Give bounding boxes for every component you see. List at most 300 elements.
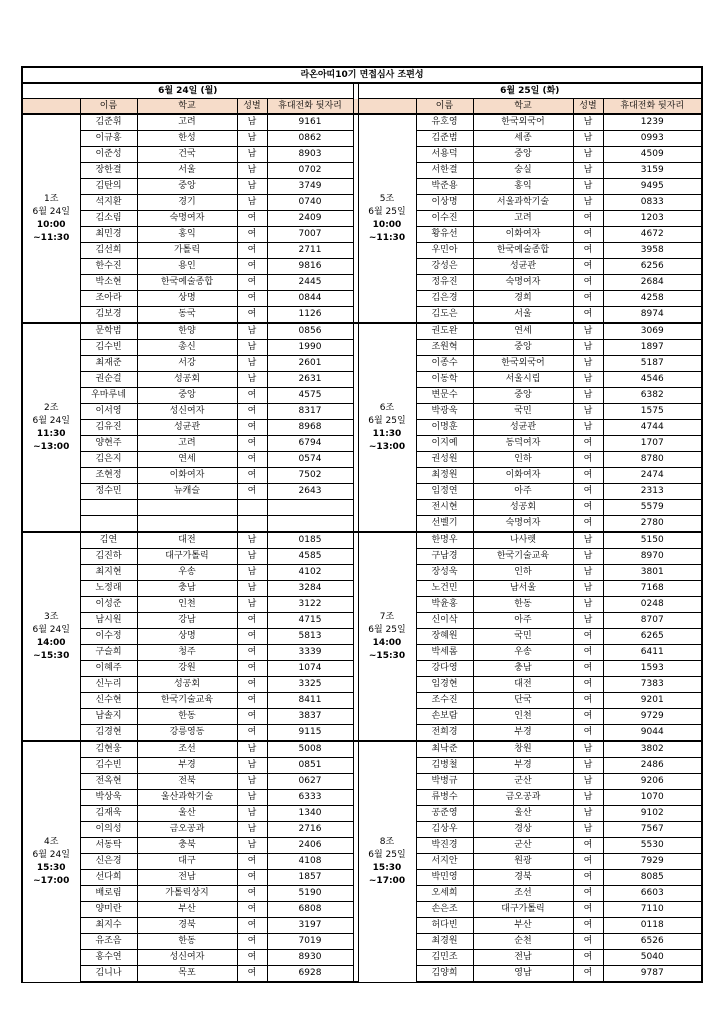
- group-name: 5조: [379, 193, 395, 204]
- cell-phone: 4258: [603, 291, 702, 307]
- cell-name: 김선희: [80, 243, 137, 259]
- cell-gender: 여: [237, 934, 267, 950]
- column-separator: [353, 147, 358, 163]
- cell-phone: 8411: [267, 693, 353, 709]
- cell-school: 강원: [137, 661, 237, 677]
- cell-phone: 6794: [267, 436, 353, 452]
- group-name: 3조: [44, 611, 59, 622]
- cell-phone: 4102: [267, 565, 353, 581]
- cell-school: 경상: [473, 822, 573, 838]
- cell-name: 최경원: [416, 934, 473, 950]
- cell-name: 김소림: [80, 211, 137, 227]
- cell-gender: 여: [237, 661, 267, 677]
- cell-school: 한국기술교육: [473, 549, 573, 565]
- cell-gender: 남: [573, 774, 603, 790]
- cell-phone: 5187: [603, 356, 702, 372]
- left-group-label: [22, 323, 80, 532]
- cell-name: 박광욱: [416, 404, 473, 420]
- column-separator: [353, 790, 358, 806]
- column-separator: [353, 774, 358, 790]
- cell-name: 조원혁: [416, 340, 473, 356]
- cell-name: 오세희: [416, 886, 473, 902]
- cell-name: 강성은: [416, 259, 473, 275]
- cell-gender: 남: [573, 388, 603, 404]
- cell-gender: 여: [237, 966, 267, 983]
- cell-gender: 남: [237, 806, 267, 822]
- cell-gender: 남: [573, 179, 603, 195]
- cell-phone: 5040: [603, 950, 702, 966]
- cell-gender: 여: [237, 275, 267, 291]
- column-separator: [353, 806, 358, 822]
- cell-gender: 남: [237, 838, 267, 854]
- cell-school: 인천: [137, 597, 237, 613]
- col-header-phone: 휴대전화 뒷자리: [603, 99, 702, 115]
- cell-name: 김상우: [416, 822, 473, 838]
- cell-name: 김재욱: [80, 806, 137, 822]
- cell-gender: 여: [237, 918, 267, 934]
- cell-school: 한동: [137, 709, 237, 725]
- cell-gender: 여: [237, 436, 267, 452]
- col-header-phone: 휴대전화 뒷자리: [267, 99, 353, 115]
- cell-name: 정유진: [416, 275, 473, 291]
- cell-phone: 0627: [267, 774, 353, 790]
- group-start: 15:30: [36, 862, 66, 873]
- cell-phone: 8085: [603, 870, 702, 886]
- cell-phone: 2643: [267, 484, 353, 500]
- cell-name: 황유선: [416, 227, 473, 243]
- cell-gender: 여: [573, 950, 603, 966]
- column-separator: [353, 420, 358, 436]
- cell-phone: 1857: [267, 870, 353, 886]
- cell-name: 장혜원: [416, 629, 473, 645]
- cell-school: 성공회: [473, 500, 573, 516]
- cell-phone: 3749: [267, 179, 353, 195]
- cell-phone: 5190: [267, 886, 353, 902]
- cell-school: 부경: [137, 758, 237, 774]
- cell-school: 한국예술종합: [473, 243, 573, 259]
- cell-gender: 여: [573, 709, 603, 725]
- cell-name: 남시원: [80, 613, 137, 629]
- cell-gender: 남: [573, 372, 603, 388]
- cell-school: 한국기술교육: [137, 693, 237, 709]
- cell-name: 신이삭: [416, 613, 473, 629]
- column-separator: [353, 372, 358, 388]
- cell-gender: 여: [237, 468, 267, 484]
- cell-gender: 여: [237, 484, 267, 500]
- cell-phone: 5008: [267, 741, 353, 758]
- column-separator: [353, 356, 358, 372]
- cell-gender: 여: [237, 886, 267, 902]
- cell-school: 경북: [473, 870, 573, 886]
- cell-school: 한양: [137, 323, 237, 340]
- cell-gender: 남: [573, 581, 603, 597]
- cell-name: 이규홍: [80, 131, 137, 147]
- cell-school: 서울과학기술: [473, 195, 573, 211]
- group-end: ~15:30: [368, 650, 406, 661]
- column-separator: [353, 597, 358, 613]
- cell-school: 홍익: [473, 179, 573, 195]
- cell-gender: 여: [237, 613, 267, 629]
- cell-school: 성신여자: [137, 950, 237, 966]
- cell-phone: 0740: [267, 195, 353, 211]
- cell-gender: 여: [237, 677, 267, 693]
- cell-phone: 0118: [603, 918, 702, 934]
- column-separator: [353, 179, 358, 195]
- column-separator: [353, 822, 358, 838]
- cell-name: 박윤홍: [416, 597, 473, 613]
- cell-phone: 3325: [267, 677, 353, 693]
- group-date: 6월 25일: [368, 849, 406, 860]
- cell-gender: 남: [237, 549, 267, 565]
- group-start: 14:00: [36, 637, 66, 648]
- cell-school: 홍익: [137, 227, 237, 243]
- cell-phone: 7929: [603, 854, 702, 870]
- group-end: ~17:00: [33, 875, 70, 886]
- cell-gender: 여: [573, 452, 603, 468]
- cell-gender: 남: [237, 163, 267, 179]
- col-header-name: 이름: [80, 99, 137, 115]
- cell-name: 김유진: [80, 420, 137, 436]
- left-group-label: [22, 532, 80, 741]
- cell-gender: 남: [237, 323, 267, 340]
- cell-name: 양현주: [80, 436, 137, 452]
- cell-phone: 4585: [267, 549, 353, 565]
- cell-gender: 여: [237, 870, 267, 886]
- cell-school: 성균관: [473, 420, 573, 436]
- cell-phone: 0851: [267, 758, 353, 774]
- right-group-label: [358, 323, 416, 532]
- cell-gender: 여: [573, 886, 603, 902]
- cell-gender: 여: [573, 902, 603, 918]
- cell-name: 이지예: [416, 436, 473, 452]
- cell-phone: 2486: [603, 758, 702, 774]
- cell-gender: 남: [237, 774, 267, 790]
- cell-school: 인하: [473, 565, 573, 581]
- group-start: 10:00: [36, 219, 66, 230]
- group-end: ~13:00: [33, 441, 70, 452]
- column-separator: [353, 195, 358, 211]
- cell-gender: 남: [237, 356, 267, 372]
- column-separator: [353, 886, 358, 902]
- cell-phone: 8968: [267, 420, 353, 436]
- cell-gender: 남: [573, 532, 603, 549]
- cell-name: 김은지: [80, 452, 137, 468]
- cell-name: 구슬희: [80, 645, 137, 661]
- cell-phone: 9102: [603, 806, 702, 822]
- cell-name: 김은경: [416, 291, 473, 307]
- cell-name: 이수정: [80, 629, 137, 645]
- cell-school: 연세: [137, 452, 237, 468]
- cell-gender: 남: [573, 404, 603, 420]
- cell-school: 충북: [137, 838, 237, 854]
- column-separator: [353, 950, 358, 966]
- cell-gender: 여: [237, 388, 267, 404]
- cell-school: 성균관: [137, 420, 237, 436]
- cell-gender: 여: [237, 725, 267, 742]
- cell-name: 허다빈: [416, 918, 473, 934]
- cell-name: 임경현: [416, 677, 473, 693]
- group-start: 14:00: [372, 637, 402, 648]
- cell-school: 연세: [473, 323, 573, 340]
- cell-school: 전남: [137, 870, 237, 886]
- cell-name: 이성준: [80, 597, 137, 613]
- cell-school: 한동: [473, 597, 573, 613]
- cell-name: 전시현: [416, 500, 473, 516]
- cell-school: 한국외국어: [473, 356, 573, 372]
- cell-school: 이화여자: [473, 468, 573, 484]
- cell-name: 신누리: [80, 677, 137, 693]
- table-row: [22, 323, 702, 340]
- column-separator: [353, 549, 358, 565]
- group-end: ~15:30: [33, 650, 70, 661]
- group-name: 4조: [44, 836, 59, 847]
- cell-name: 김경현: [80, 725, 137, 742]
- cell-school: 강남: [137, 613, 237, 629]
- group-date: 6월 24일: [32, 206, 70, 217]
- cell-name: 손은조: [416, 902, 473, 918]
- cell-name: 권성원: [416, 452, 473, 468]
- cell-school: 부산: [137, 902, 237, 918]
- group-name: 2조: [44, 402, 59, 413]
- column-separator: [353, 966, 358, 983]
- cell-name: 장성욱: [416, 565, 473, 581]
- cell-gender: 여: [573, 307, 603, 324]
- cell-school: 가톨릭상지: [137, 886, 237, 902]
- cell-name: 서동탁: [80, 838, 137, 854]
- cell-gender: 여: [237, 645, 267, 661]
- column-separator: [353, 500, 358, 516]
- cell-name: 공준영: [416, 806, 473, 822]
- cell-name: 이준성: [80, 147, 137, 163]
- column-separator: [353, 484, 358, 500]
- column-separator: [353, 838, 358, 854]
- cell-school: 강릉영동: [137, 725, 237, 742]
- cell-gender: [237, 516, 267, 533]
- cell-name: [80, 516, 137, 533]
- cell-name: 김준범: [416, 131, 473, 147]
- group-start: 15:30: [372, 862, 402, 873]
- cell-phone: 4744: [603, 420, 702, 436]
- column-separator: [353, 918, 358, 934]
- cell-name: 전희경: [416, 725, 473, 742]
- group-start: 11:30: [36, 428, 66, 439]
- page-title: 라온아띠10기 면접심사 조편성: [22, 67, 702, 83]
- cell-school: 동국: [137, 307, 237, 324]
- cell-school: 부산: [473, 918, 573, 934]
- cell-gender: 남: [573, 806, 603, 822]
- cell-school: 울산과학기술: [137, 790, 237, 806]
- column-separator: [353, 436, 358, 452]
- cell-phone: 1593: [603, 661, 702, 677]
- cell-school: 한성: [137, 131, 237, 147]
- cell-school: 한국외국어: [473, 114, 573, 131]
- cell-name: 김연: [80, 532, 137, 549]
- cell-gender: 여: [237, 243, 267, 259]
- cell-school: 우송: [137, 565, 237, 581]
- cell-phone: 3122: [267, 597, 353, 613]
- cell-school: 고려: [137, 436, 237, 452]
- group-date: 6월 25일: [368, 624, 406, 635]
- header-spacer: [22, 99, 80, 115]
- cell-school: 한동: [137, 934, 237, 950]
- header-spacer: [358, 99, 416, 115]
- cell-phone: 1239: [603, 114, 702, 131]
- column-separator: [353, 645, 358, 661]
- cell-school: 아주: [473, 613, 573, 629]
- column-separator: [353, 902, 358, 918]
- cell-school: 세종: [473, 131, 573, 147]
- cell-school: 숙명여자: [137, 211, 237, 227]
- cell-gender: 남: [573, 420, 603, 436]
- cell-gender: 남: [237, 147, 267, 163]
- cell-name: 서한결: [416, 163, 473, 179]
- cell-phone: 2313: [603, 484, 702, 500]
- cell-name: 조아라: [80, 291, 137, 307]
- col-header-school: 학교: [473, 99, 573, 115]
- day-header-left: 6월 24일 (월): [22, 83, 353, 99]
- cell-phone: 3197: [267, 918, 353, 934]
- cell-school: 서울: [137, 163, 237, 179]
- cell-name: 최지현: [80, 565, 137, 581]
- cell-name: 신수현: [80, 693, 137, 709]
- cell-phone: 0856: [267, 323, 353, 340]
- cell-gender: 여: [573, 291, 603, 307]
- cell-phone: 4672: [603, 227, 702, 243]
- cell-school: 대구: [137, 854, 237, 870]
- cell-phone: 8317: [267, 404, 353, 420]
- cell-name: 박상욱: [80, 790, 137, 806]
- cell-name: 박세롬: [416, 645, 473, 661]
- cell-gender: 남: [573, 163, 603, 179]
- right-group-label: [358, 532, 416, 741]
- column-separator: [353, 259, 358, 275]
- cell-gender: 여: [237, 211, 267, 227]
- cell-school: 울산: [473, 806, 573, 822]
- cell-school: 성공회: [137, 372, 237, 388]
- cell-phone: 6333: [267, 790, 353, 806]
- cell-school: 대전: [137, 532, 237, 549]
- cell-school: 뉴캐슬: [137, 484, 237, 500]
- cell-name: 유호영: [416, 114, 473, 131]
- cell-gender: 여: [573, 645, 603, 661]
- cell-school: 상명: [137, 629, 237, 645]
- cell-name: 남솔지: [80, 709, 137, 725]
- group-date: 6월 24일: [32, 849, 70, 860]
- cell-name: [80, 500, 137, 516]
- cell-gender: 여: [237, 259, 267, 275]
- group-end: ~11:30: [368, 232, 406, 243]
- cell-school: 인하: [473, 452, 573, 468]
- cell-phone: 6603: [603, 886, 702, 902]
- cell-gender: 여: [573, 966, 603, 983]
- cell-phone: 3837: [267, 709, 353, 725]
- cell-phone: 8707: [603, 613, 702, 629]
- cell-phone: 3069: [603, 323, 702, 340]
- column-separator: [353, 661, 358, 677]
- column-separator: [353, 211, 358, 227]
- cell-gender: 남: [573, 114, 603, 131]
- cell-gender: 여: [237, 291, 267, 307]
- cell-gender: 남: [237, 340, 267, 356]
- group-start: 10:00: [372, 219, 402, 230]
- table-row: [22, 741, 702, 758]
- column-separator: [353, 629, 358, 645]
- cell-school: 중앙: [473, 388, 573, 404]
- cell-phone: 8970: [603, 549, 702, 565]
- cell-gender: 남: [237, 581, 267, 597]
- cell-phone: 0833: [603, 195, 702, 211]
- cell-name: 이종수: [416, 356, 473, 372]
- cell-school: 조선: [137, 741, 237, 758]
- cell-phone: 1575: [603, 404, 702, 420]
- cell-gender: 여: [573, 661, 603, 677]
- cell-school: 성균관: [473, 259, 573, 275]
- cell-name: 노건민: [416, 581, 473, 597]
- group-name: 8조: [379, 836, 395, 847]
- cell-gender: 여: [237, 452, 267, 468]
- cell-gender: 여: [237, 404, 267, 420]
- cell-phone: 0702: [267, 163, 353, 179]
- cell-school: 한국예술종합: [137, 275, 237, 291]
- group-name: 7조: [379, 611, 395, 622]
- cell-phone: 9787: [603, 966, 702, 983]
- cell-phone: 0185: [267, 532, 353, 549]
- cell-school: 군산: [473, 774, 573, 790]
- group-date: 6월 25일: [368, 415, 406, 426]
- cell-gender: 남: [573, 147, 603, 163]
- cell-name: 이의성: [80, 822, 137, 838]
- group-name: 1조: [44, 193, 59, 204]
- cell-name: 우마루네: [80, 388, 137, 404]
- cell-phone: 9495: [603, 179, 702, 195]
- cell-name: 권도완: [416, 323, 473, 340]
- cell-school: 군산: [473, 838, 573, 854]
- cell-school: [137, 500, 237, 516]
- cell-phone: 7567: [603, 822, 702, 838]
- cell-gender: 여: [573, 838, 603, 854]
- cell-school: 용인: [137, 259, 237, 275]
- cell-phone: 2716: [267, 822, 353, 838]
- cell-gender: 여: [573, 693, 603, 709]
- cell-phone: 7502: [267, 468, 353, 484]
- cell-gender: 남: [573, 822, 603, 838]
- cell-gender: 남: [573, 758, 603, 774]
- cell-name: 이혜주: [80, 661, 137, 677]
- group-date: 6월 25일: [368, 206, 406, 217]
- cell-gender: 여: [573, 275, 603, 291]
- cell-name: 배로림: [80, 886, 137, 902]
- cell-gender: 여: [573, 725, 603, 742]
- cell-name: 임정연: [416, 484, 473, 500]
- table-row: [22, 532, 702, 549]
- cell-gender: 남: [573, 790, 603, 806]
- cell-school: 경북: [137, 918, 237, 934]
- column-separator: [353, 388, 358, 404]
- cell-phone: 4575: [267, 388, 353, 404]
- cell-phone: 0862: [267, 131, 353, 147]
- cell-phone: [267, 500, 353, 516]
- cell-gender: 남: [573, 356, 603, 372]
- cell-name: 박민영: [416, 870, 473, 886]
- column-separator: [353, 870, 358, 886]
- cell-phone: 0574: [267, 452, 353, 468]
- cell-phone: 7007: [267, 227, 353, 243]
- cell-phone: 4715: [267, 613, 353, 629]
- cell-phone: 2409: [267, 211, 353, 227]
- cell-name: 김병철: [416, 758, 473, 774]
- cell-phone: 2780: [603, 516, 702, 533]
- cell-phone: 6928: [267, 966, 353, 983]
